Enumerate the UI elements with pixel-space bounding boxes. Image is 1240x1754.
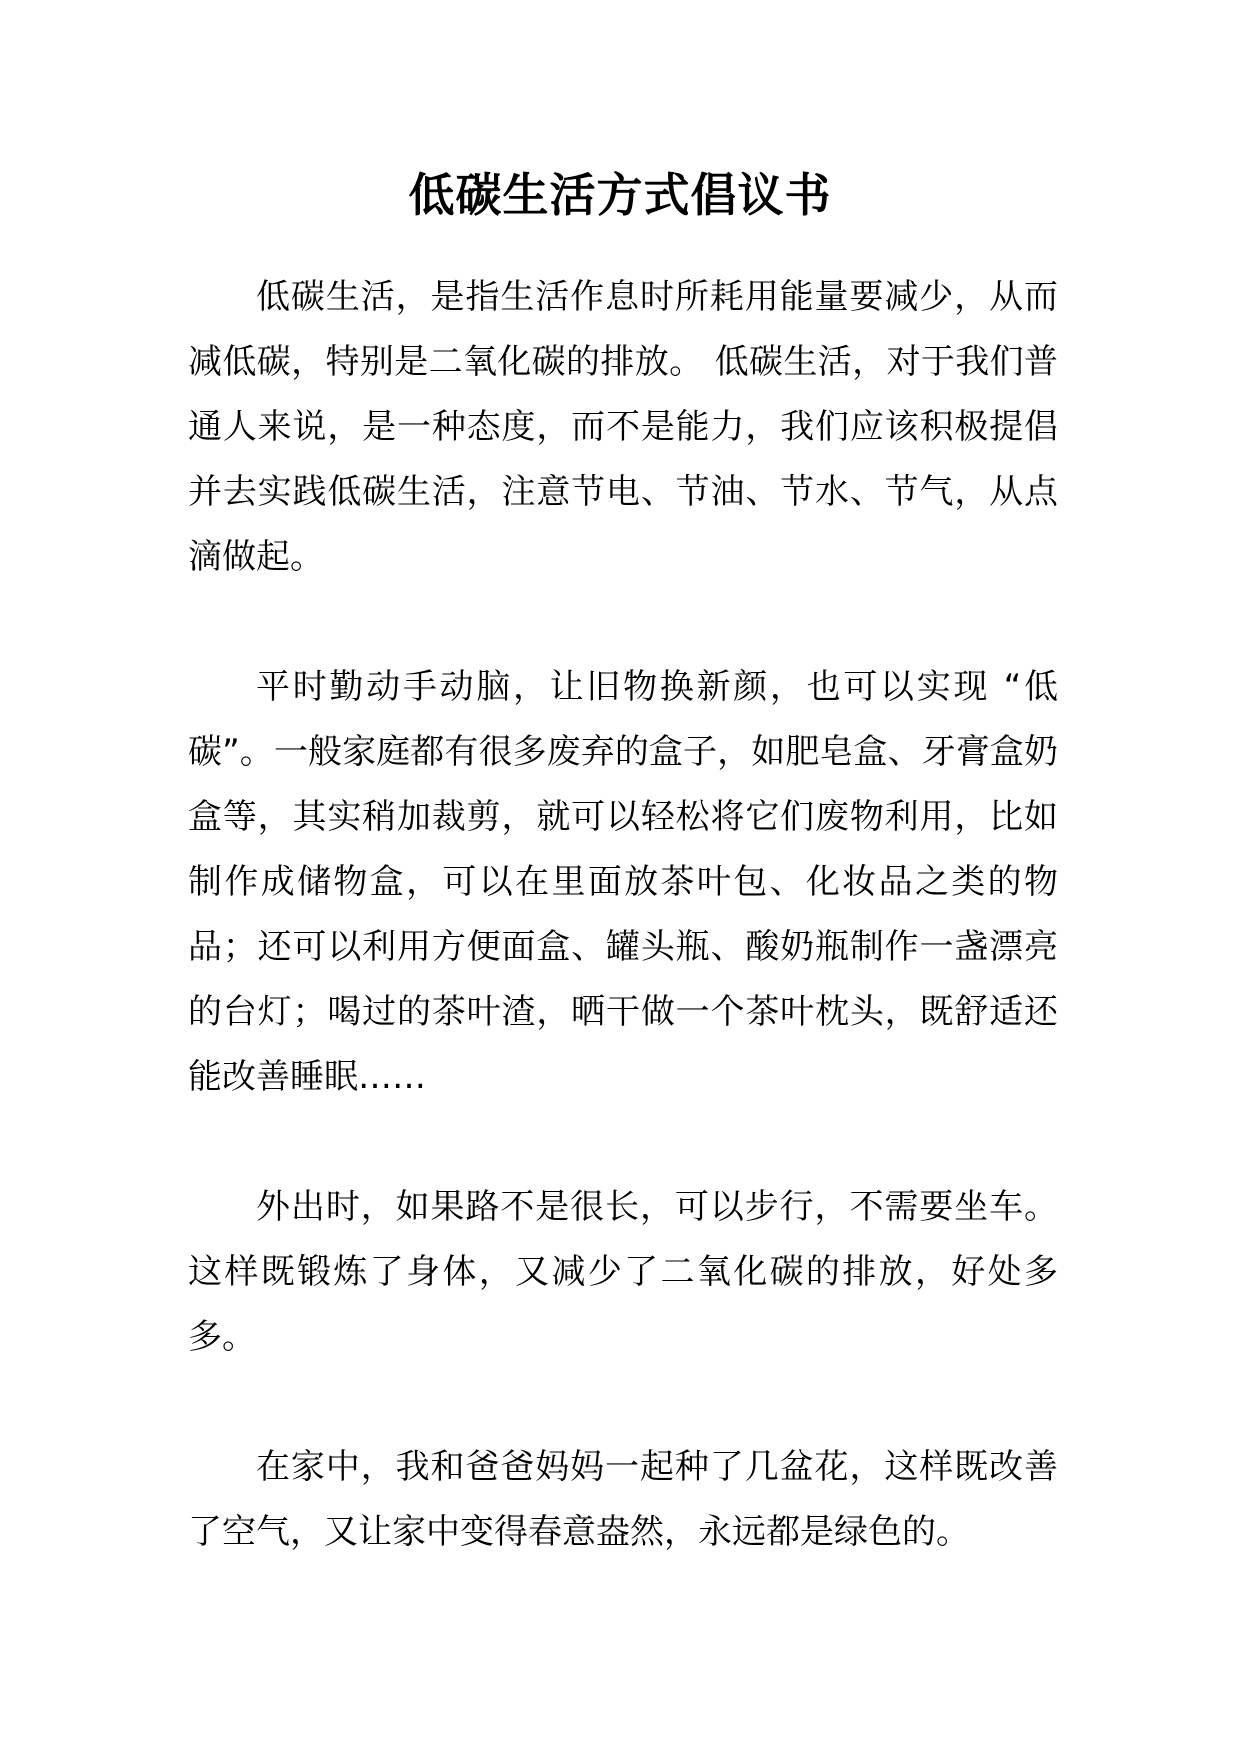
document-title: 低碳生活方式倡议书 bbox=[408, 168, 832, 222]
document-body bbox=[188, 265, 1058, 1565]
paragraph-intro: 低碳生活，是指生活作息时所耗用能量要减少，从而减低碳，特别是二氧化碳的排放。 低碳生活，对于我们普通人来说，是一种态度，而不是能力，我们应该积极提倡并去实践低碳生活，注意节电、节油、节水、节气，从点滴做起。 bbox=[188, 277, 1058, 577]
paragraph-reuse: 平时勤动手动脑，让旧物换新颜，也可以实现 “低碳”。一般家庭都有很多废弃的盒子，如肥皂盒、牙膏盒奶盒等，其实稍加裁剪，就可以轻松将它们废物利用，比如制作成储物盒，可以在里面放茶叶包、化妆品之类的物品；还可以利用方便面盒、罐头瓶、酸奶瓶制作一盏漂亮的台灯；喝过的茶叶渣，晒干做一个茶叶枕头，既舒适还能改善睡眠…… bbox=[188, 667, 1058, 1097]
paragraph-walking: 外出时，如果路不是很长，可以步行，不需要坐车。这样既锻炼了身体，又减少了二氧化碳的排放，好处多多。 bbox=[188, 1187, 1058, 1357]
paragraph-plants: 在家中，我和爸爸妈妈一起种了几盆花，这样既改善了空气，又让家中变得春意盎然，永远都是绿色的。 bbox=[188, 1447, 1058, 1552]
